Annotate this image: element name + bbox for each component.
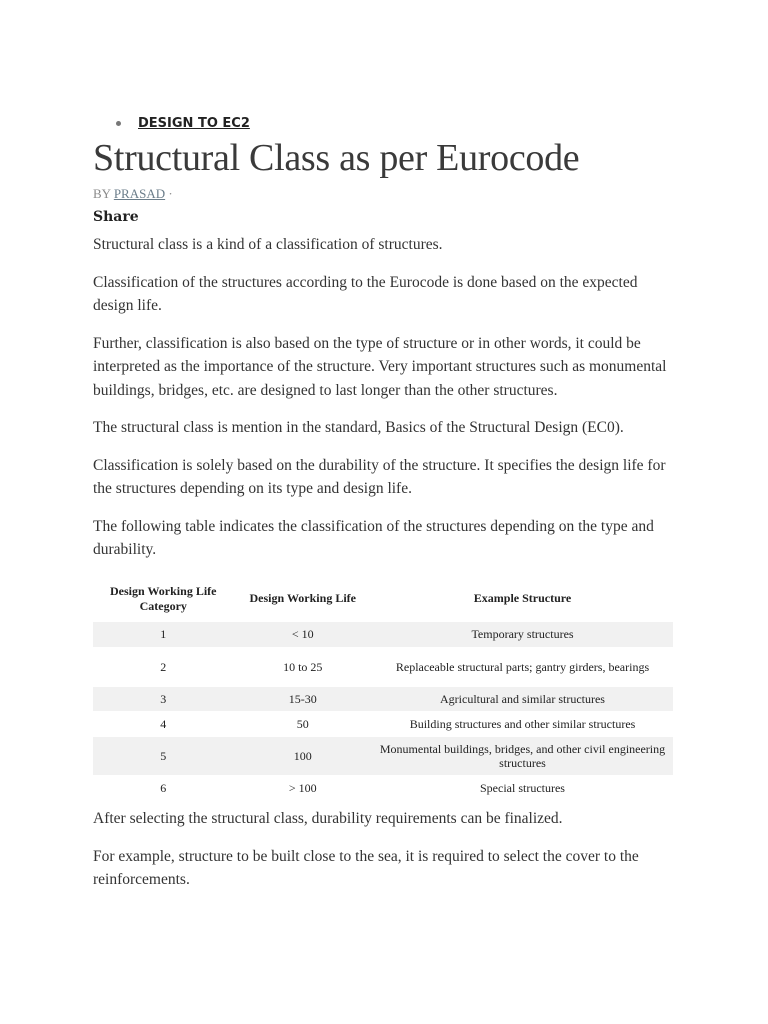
page-title: Structural Class as per Eurocode bbox=[93, 137, 580, 179]
table-cell: 50 bbox=[234, 712, 373, 737]
paragraph: The following table indicates the classification of the structures depending on the type and durability. bbox=[93, 517, 654, 558]
intro-paragraphs bbox=[93, 233, 673, 562]
table-cell: Replaceable structural parts; gantry girders, bearings bbox=[372, 648, 673, 687]
paragraph: The structural class is mention in the standard, Basics of the Structural Design (EC0). bbox=[93, 419, 624, 436]
paragraph: For example, structure to be built close to the sea, it is required to select the cover to the reinforcements. bbox=[93, 847, 639, 888]
article bbox=[93, 112, 673, 906]
table-row bbox=[93, 776, 673, 801]
table-header-row bbox=[93, 576, 673, 622]
byline-prefix: BY bbox=[93, 186, 111, 201]
table-row bbox=[93, 712, 673, 737]
table-row bbox=[93, 622, 673, 648]
table-cell: Building structures and other similar structures bbox=[372, 712, 673, 737]
table-cell: 4 bbox=[93, 712, 234, 737]
category-list bbox=[93, 112, 673, 134]
table-row bbox=[93, 687, 673, 712]
paragraph: Structural class is a kind of a classification of structures. bbox=[93, 236, 443, 253]
table-cell: 6 bbox=[93, 776, 234, 801]
column-header: Example Structure bbox=[473, 591, 572, 605]
author-link[interactable]: PRASAD bbox=[113, 186, 166, 201]
table-cell: 15-30 bbox=[234, 687, 373, 712]
closing-paragraphs bbox=[93, 807, 673, 892]
bullet-icon bbox=[116, 121, 121, 126]
column-header: Design Working Life Category bbox=[110, 583, 217, 613]
paragraph: Classification of the structures according to the Eurocode is done based on the expected design life. bbox=[93, 273, 638, 314]
table-cell: Special structures bbox=[372, 776, 673, 801]
table-cell: 2 bbox=[93, 648, 234, 687]
paragraph: Further, classification is also based on the type of structure or in other words, it could be interpreted as the importance of the structure. Very important structures such as monumental buildings, bridges, etc. are designed to last longer than the other structures. bbox=[93, 334, 667, 399]
share-label[interactable]: Share bbox=[93, 209, 139, 225]
table-cell: 3 bbox=[93, 687, 234, 712]
paragraph: Classification is solely based on the durability of the structure. It specifies the design life for the structures depending on its type and design life. bbox=[93, 456, 666, 497]
table-cell: Agricultural and similar structures bbox=[372, 687, 673, 712]
table-row bbox=[93, 737, 673, 776]
table-cell: 10 to 25 bbox=[234, 648, 373, 687]
category-link[interactable]: DESIGN TO EC2 bbox=[138, 115, 250, 131]
table-row bbox=[93, 648, 673, 687]
table-cell: > 100 bbox=[234, 776, 373, 801]
column-header: Design Working Life bbox=[249, 591, 356, 605]
table-cell: Temporary structures bbox=[372, 622, 673, 648]
table-cell: 1 bbox=[93, 622, 234, 648]
byline-separator: · bbox=[168, 186, 173, 201]
table-cell: 5 bbox=[93, 737, 234, 776]
structural-class-table bbox=[93, 576, 673, 802]
table-cell: < 10 bbox=[234, 622, 373, 648]
byline bbox=[93, 186, 673, 204]
table-cell: Monumental buildings, bridges, and other civil engineering structures bbox=[372, 737, 673, 776]
table-cell: 100 bbox=[234, 737, 373, 776]
paragraph: After selecting the structural class, durability requirements can be finalized. bbox=[93, 810, 563, 827]
